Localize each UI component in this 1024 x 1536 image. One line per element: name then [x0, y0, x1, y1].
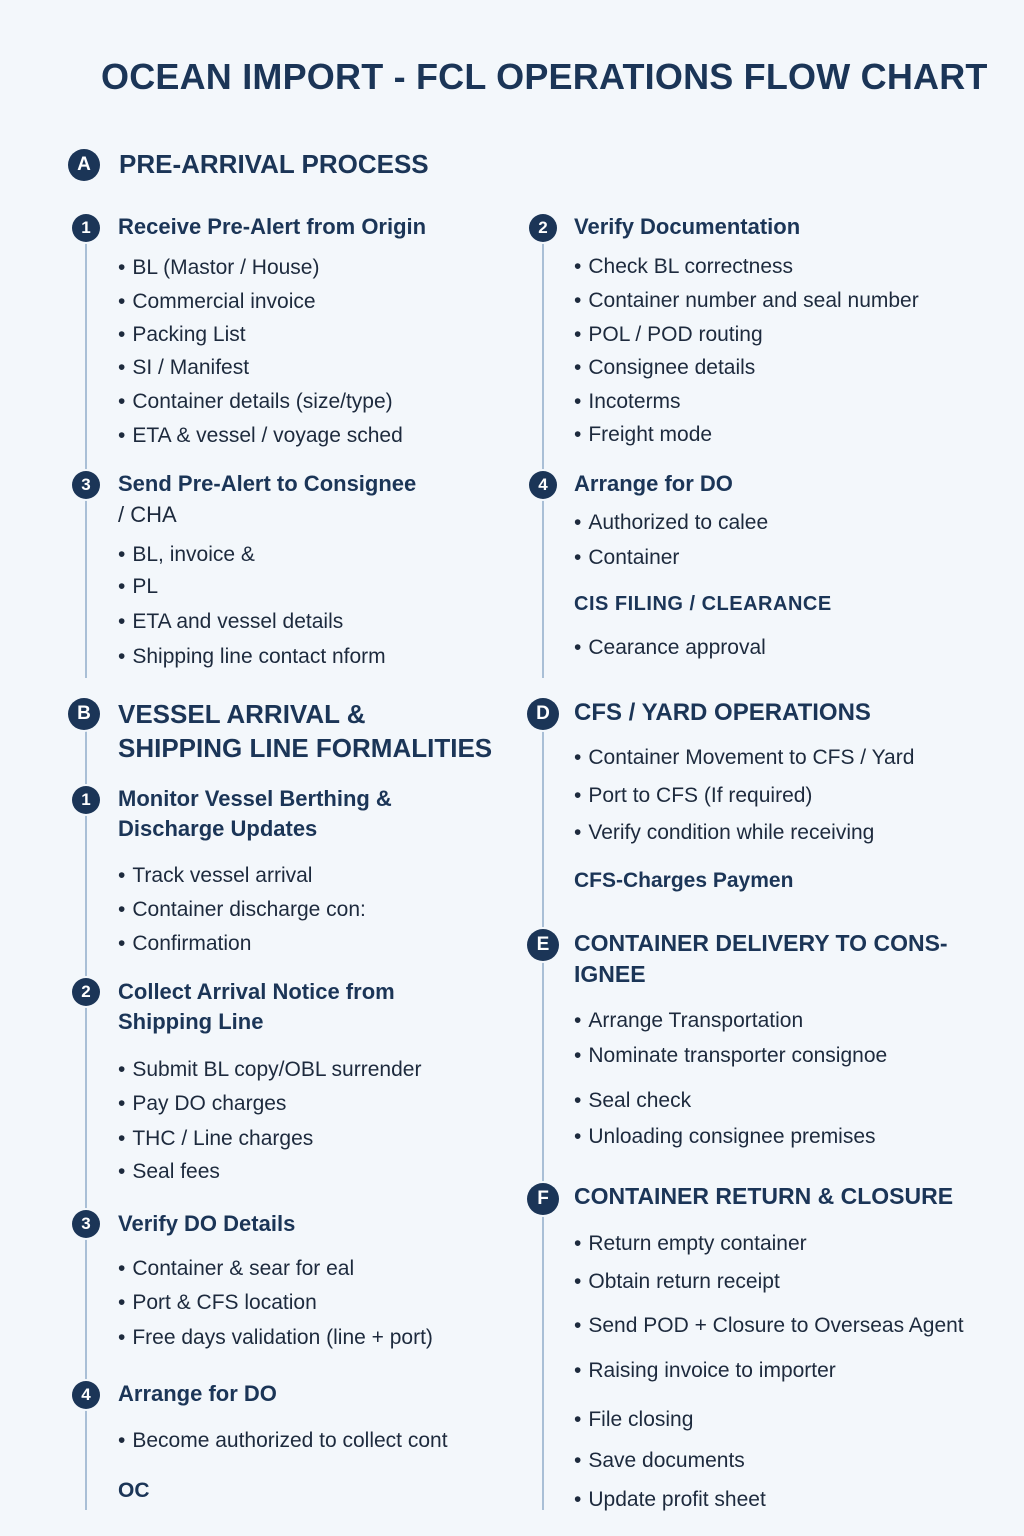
list-item: • Return empty container [574, 1232, 807, 1256]
list-item: • THC / Line charges [118, 1127, 313, 1151]
step-a1-number: 1 [81, 218, 91, 237]
list-item: • Arrange Transportation [574, 1009, 803, 1033]
step-b2-number: 2 [81, 982, 91, 1001]
section-f-title: CONTAINER RETURN & CLOSURE [574, 1183, 954, 1209]
step-b3-number: 3 [81, 1214, 91, 1233]
list-item: • Commercial invoice [118, 290, 316, 314]
list-item: • Cearance approval [574, 636, 766, 660]
step-b2-title-cont: Shipping Line [118, 1009, 264, 1034]
section-e-badge [527, 929, 559, 961]
step-b1-title: Monitor Vessel Berthing & [118, 786, 392, 811]
step-a1-badge [72, 214, 100, 242]
left-connector-line-a [85, 242, 87, 678]
list-item: • Seal fees [118, 1160, 220, 1184]
list-item: • SI / Manifest [118, 356, 249, 380]
list-item: • Unloading consignee premises [574, 1125, 876, 1149]
step-a4-title: Arrange for DO [574, 471, 733, 496]
list-item: • Submit BL copy/OBL surrender [118, 1058, 421, 1082]
list-item: • Container details (size/type) [118, 390, 393, 414]
list-item: • Authorized to calee [574, 511, 768, 535]
list-item: • Send POD + Closure to Overseas Agent [574, 1314, 964, 1338]
step-b2-title: Collect Arrival Notice from [118, 979, 395, 1004]
list-item: • Save documents [574, 1449, 745, 1473]
list-item: • BL, invoice & [118, 543, 255, 567]
step-a3-number: 3 [81, 475, 91, 494]
section-f-letter: F [537, 1188, 549, 1209]
step-b1-number: 1 [81, 790, 91, 809]
section-d-badge [527, 698, 559, 730]
section-b-title: VESSEL ARRIVAL & [118, 699, 366, 729]
list-item: • Update profit sheet [574, 1488, 766, 1512]
list-item: • ETA & vessel / voyage sched [118, 424, 403, 448]
list-item: • Check BL correctness [574, 255, 793, 279]
step-b3-title: Verify DO Details [118, 1211, 296, 1236]
section-f-badge [527, 1183, 559, 1215]
step-a4-badge [529, 471, 557, 499]
list-item: • PL [118, 575, 158, 599]
section-e-title: CONTAINER DELIVERY TO CONS- [574, 930, 948, 956]
list-item: • Incoterms [574, 390, 681, 414]
step-b4-badge [72, 1381, 100, 1409]
list-item: • Shipping line contact nform [118, 645, 386, 669]
list-item: • Container Movement to CFS / Yard [574, 746, 914, 770]
list-item: • File closing [574, 1408, 693, 1432]
section-d-letter: D [536, 703, 550, 724]
step-a4-number: 4 [538, 475, 548, 494]
list-item: • Free days validation (line + port) [118, 1326, 433, 1350]
section-b-badge [68, 698, 100, 730]
section-b-letter: B [77, 703, 91, 724]
list-item: • Track vessel arrival [118, 864, 312, 888]
list-item: • Nominate transporter consignoe [574, 1044, 887, 1068]
list-item: • Verify condition while receiving [574, 821, 874, 845]
step-a1-title: Receive Pre-Alert from Origin [118, 214, 427, 239]
section-e-title-cont: IGNEE [574, 961, 646, 987]
step-a3-title: Send Pre-Alert to Consignee [118, 471, 417, 496]
list-item: • Become authorized to collect cont [118, 1429, 448, 1453]
step-b4-footer: OC [118, 1479, 150, 1502]
section-a-title: PRE-ARRIVAL PROCESS [119, 149, 429, 179]
list-item: • Container number and seal number [574, 289, 919, 313]
step-b3-badge [72, 1210, 100, 1238]
right-connector-line-bottom [542, 730, 544, 1510]
list-item: • Seal check [574, 1089, 691, 1113]
list-item: • BL (Mastor / House) [118, 256, 319, 280]
list-item: • Container & sear for eal [118, 1257, 354, 1281]
section-a-letter: A [77, 154, 91, 175]
list-item: • Confirmation [118, 932, 251, 956]
section-d-title: CFS / YARD OPERATIONS [574, 699, 871, 726]
step-a2-title: Verify Documentation [574, 214, 801, 239]
list-item: • Obtain return receipt [574, 1270, 780, 1294]
step-a3-title-cont: / CHA [118, 502, 177, 527]
section-e-letter: E [536, 934, 550, 955]
step-b1-badge [72, 786, 100, 814]
step-b4-title: Arrange for DO [118, 1381, 277, 1406]
step-a2-number: 2 [538, 218, 548, 237]
list-item: • Consignee details [574, 356, 755, 380]
step-a2-badge [529, 214, 557, 242]
list-item: • Raising invoice to importer [574, 1359, 836, 1383]
list-item: • Container [574, 546, 679, 570]
step-b2-badge [72, 978, 100, 1006]
step-b1-title-cont: Discharge Updates [118, 816, 318, 841]
list-item: • Packing List [118, 323, 246, 347]
list-item: • Pay DO charges [118, 1092, 286, 1116]
section-b-title-cont: SHIPPING LINE FORMALITIES [118, 733, 493, 763]
list-item: • POL / POD routing [574, 323, 763, 347]
list-item: • Port & CFS location [118, 1291, 317, 1315]
right-connector-line-top [542, 242, 544, 678]
list-item: • Container discharge con: [118, 898, 366, 922]
page-title: OCEAN IMPORT - FCL OPERATIONS FLOW CHART [101, 56, 988, 97]
step-b4-number: 4 [81, 1385, 91, 1404]
list-item: • Port to CFS (If required) [574, 784, 812, 808]
list-item: • ETA and vessel details [118, 610, 343, 634]
step-a4-subheading: CIS FILING / CLEARANCE [574, 593, 832, 615]
section-d-subheading: CFS-Charges Paymen [574, 869, 794, 892]
section-a-badge [68, 149, 100, 181]
list-item: • Freight mode [574, 423, 712, 447]
step-a3-badge [72, 471, 100, 499]
